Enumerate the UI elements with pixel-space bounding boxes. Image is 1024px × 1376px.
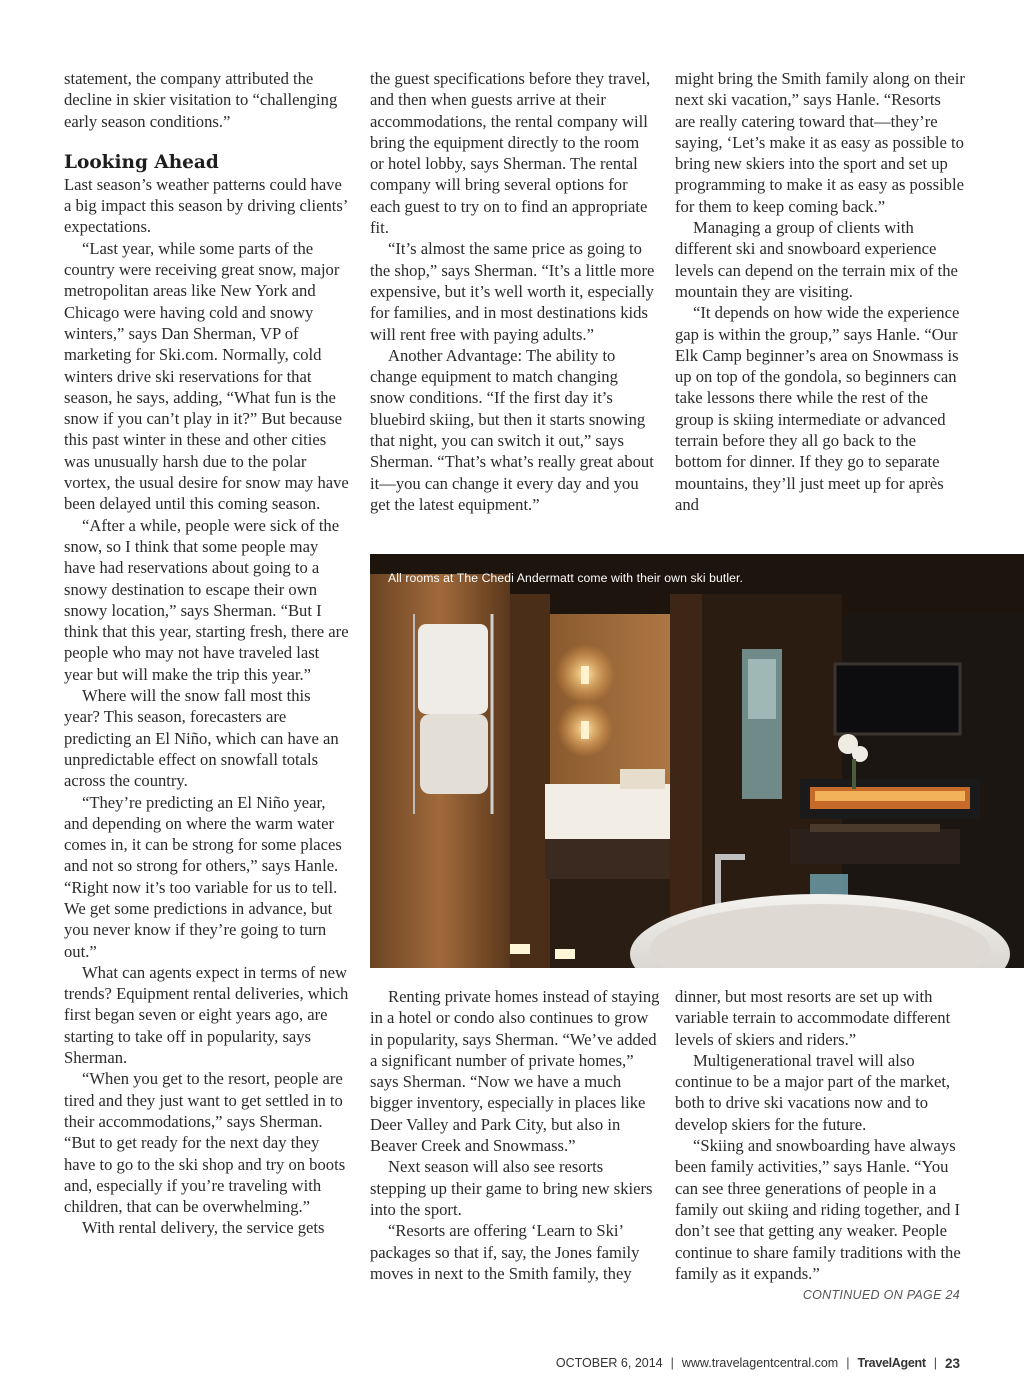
paragraph: “It depends on how wide the experience gap is within the group,” says Hanle. “Our Elk Camp beginner’s area on Snowmass is up on top of the gondola, so beginners can take lessons there while the rest of the group is skiing intermediate or advanced terrain before they all go back to the bottom for dinner. If they go to separate mountains, they’ll just meet up for après and: [675, 303, 960, 514]
paragraph: “It’s almost the same price as going to the shop,” says Sherman. “It’s a little more expensive, but it’s well worth it, especially for families, and in most destinations kids will rent free with paying adults.”: [370, 239, 655, 344]
footer-separator: |: [670, 1356, 674, 1370]
paragraph: Last season’s weather patterns could have a big impact this season by driving clients’ expectations.: [64, 174, 348, 237]
footer-separator: |: [933, 1356, 937, 1370]
paragraph: Managing a group of clients with different ski and snowboard experience levels can depend on the terrain mix of the mountain they are visiting.: [675, 218, 958, 301]
paragraph: What can agents expect in terms of new trends? Equipment rental deliveries, which first began seven or eight years ago, are starting to take off in popularity, says Sherman.: [64, 962, 349, 1068]
paragraph: Renting private homes instead of staying in a hotel or condo also continues to grow in popularity, says Sherman. “We’ve added a significant number of private homes,” says Sherman. “Now we have a much bigger inventory, especially in places like Deer Valley and Park City, but also in Beaver Creek and Snowmass.”: [370, 987, 660, 1156]
left-column: [64, 68, 350, 1239]
room-illustration: [370, 554, 1024, 968]
page-footer: [556, 1355, 960, 1371]
paragraph: “They’re predicting an El Niño year, and depending on where the warm water comes in, it can be strong for some places and not so strong for others,” says Hanle. “Right now it’s too variable for us to tell. We get some predictions in advance, but you never know if they’re going to turn out.”: [64, 792, 342, 961]
photo-caption: All rooms at The Chedi Andermatt come with their own ski butler.: [388, 571, 744, 585]
paragraph: Next season will also see resorts stepping up their game to bring new skiers into the sport.: [370, 1157, 653, 1219]
section-heading: Looking Ahead: [64, 151, 219, 173]
right-column-bottom: [675, 986, 965, 1306]
paragraph: Another Advantage: The ability to change equipment to match changing snow conditions. “If the first day it’s bluebird skiing, but then it starts snowing that night, you can switch it out,” says Sherman. “That’s what’s really great about it—you can change it every day and you get the latest equipment.”: [370, 345, 654, 514]
right-column: [675, 68, 965, 515]
paragraph: With rental delivery, the service gets: [82, 1218, 325, 1238]
paragraph: Multigenerational travel will also continue to be a major part of the market, both to drive ski vacations now and to develop skiers for the future.: [675, 1050, 951, 1134]
publication-name: TravelAgent: [857, 1356, 926, 1370]
middle-column-bottom: [370, 986, 660, 1284]
paragraph: “When you get to the resort, people are tired and they just want to get settled in to their accommodations,” says Sherman. “But to get ready for the next day they have to go to the ski shop and try on boots and, especially if you’re traveling with children, that can be overwhelming.”: [64, 1069, 346, 1217]
paragraph: “Skiing and snowboarding have always been family activities,” says Hanle. “You can see three generations of people in a family out skiing and riding together, and I don’t see that getting any weaker. People continue to share family traditions with the family as it expands.”: [675, 1136, 961, 1283]
paragraph: dinner, but most resorts are set up with variable terrain to accommodate different levels of skiers and riders.”: [675, 987, 951, 1049]
paragraph: the guest specifications before they travel, and then when guests arrive at their accommodations, the rental company will bring the equipment directly to the room or hotel lobby, says Sherman. The rental company will bring several options for each guest to try on to find an appropriate fit.: [370, 69, 651, 238]
website-url: www.travelagentcentral.com: [681, 1356, 839, 1370]
hotel-room-photo: [370, 554, 1024, 968]
continued-note: CONTINUED ON PAGE 24: [802, 1288, 960, 1303]
paragraph: “Last year, while some parts of the country were receiving great snow, major metropolitan areas like New York and Chicago were having cold and snowy winters,” says Dan Sherman, VP of marketing for Ski.com. Normally, cold winters drive ski reservations for that season, he says, adding, “What fun is the snow if you can’t play in it?” But because this past winter in these and other cities was unusually harsh due to the polar vortex, the usual desire for snow may have been delayed until this coming season.: [64, 238, 349, 514]
paragraph: might bring the Smith family along on their next ski vacation,” says Hanle. “Resorts are really catering toward that—they’re saying, ‘Let’s make it as easy as possible to bring new skiers into the sport and set up programming to make it as easy as possible for them to keep coming back.”: [675, 69, 965, 216]
paragraph: Where will the snow fall most this year? This season, forecasters are predicting an El Niño, which can have an unpredictable effect on snowfall totals across the country.: [64, 686, 339, 791]
footer-separator: |: [846, 1356, 850, 1370]
paragraph: “Resorts are offering ‘Learn to Ski’ packages so that if, say, the Jones family moves in next to the Smith family, they: [370, 1221, 640, 1283]
middle-column: [370, 68, 656, 515]
issue-date: OCTOBER 6, 2014: [555, 1356, 663, 1370]
page-number: 23: [944, 1355, 960, 1371]
paragraph: “After a while, people were sick of the snow, so I think that some people may have had reservations about going to a snowy destination to escape their own snowy location,” says Sherman. “But I think that this year, starting fresh, there are people who may not have traveled last year but will make the trip this year.”: [64, 515, 349, 684]
paragraph: statement, the company attributed the decline in skier visitation to “challenging early season conditions.”: [64, 69, 338, 131]
